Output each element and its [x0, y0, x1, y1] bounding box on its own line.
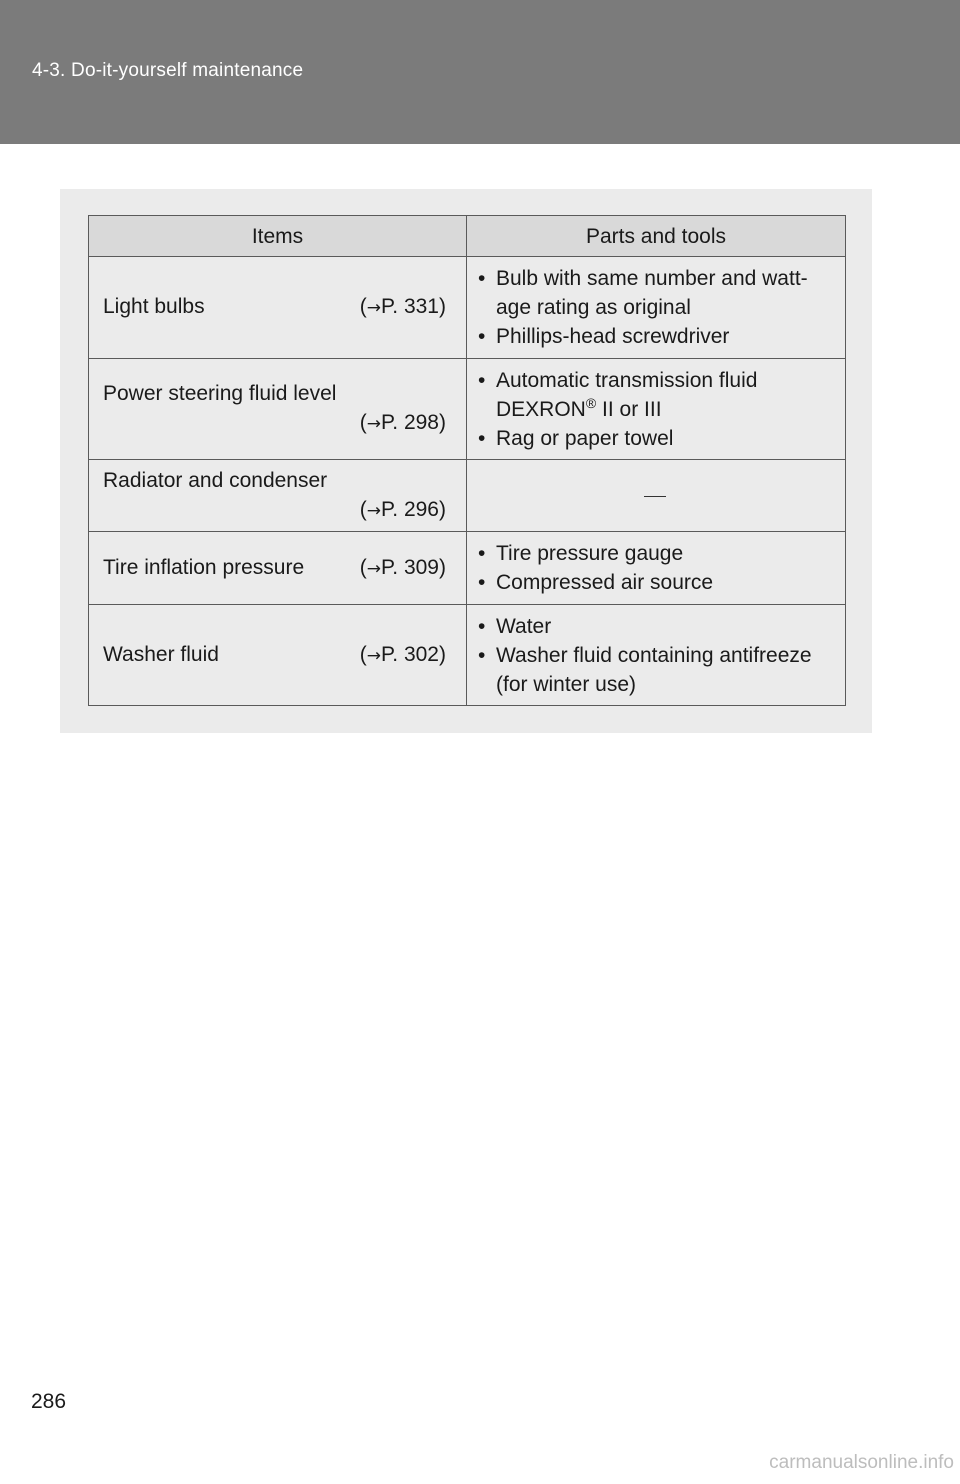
- parts-cell: [467, 605, 846, 706]
- parts-cell: [467, 532, 846, 605]
- parts-cell: [467, 359, 846, 460]
- item-label: Radiator and condenser: [103, 468, 328, 492]
- parts-list: [472, 264, 837, 351]
- parts-cell: [467, 257, 846, 359]
- parts-and-tools-table: [88, 215, 846, 706]
- arrow-right-icon: →: [366, 558, 381, 579]
- parts-cell: [467, 460, 846, 532]
- page-reference: (→P. 302): [359, 642, 446, 666]
- item-label: Tire inflation pressure: [103, 555, 305, 579]
- list-item: • Phillips-head screwdriver: [472, 322, 837, 351]
- list-item: • Rag or paper towel: [472, 424, 837, 453]
- page-reference: (→P. 331): [359, 295, 446, 318]
- item-cell: [89, 257, 467, 359]
- item-cell: [89, 359, 467, 460]
- page-reference: (→P. 298): [359, 411, 446, 434]
- header-items: Items: [89, 216, 467, 257]
- table-row: [89, 359, 846, 460]
- page-reference: (→P. 309): [359, 555, 446, 579]
- table-row: [89, 460, 846, 532]
- arrow-right-icon: →: [366, 500, 381, 521]
- item-label: Light bulbs: [103, 295, 205, 318]
- table-header-row: [89, 216, 846, 257]
- section-title: 4-3. Do-it-yourself maintenance: [32, 60, 304, 81]
- parts-list: [472, 366, 837, 453]
- parts-list: [472, 612, 837, 699]
- list-item: • Automatic transmission fluid DEXRON® II or III: [472, 366, 837, 424]
- header-parts-and-tools: Parts and tools: [467, 216, 846, 257]
- page-reference: (→P. 296): [359, 497, 446, 521]
- registered-mark: ®: [585, 394, 597, 411]
- parts-list: [472, 539, 837, 597]
- dash-icon: [644, 496, 666, 497]
- item-cell: [89, 460, 467, 532]
- watermark-text: carmanualsonline.info: [769, 1452, 954, 1473]
- list-item: • Compressed air source: [472, 568, 837, 597]
- list-item: • Bulb with same number and watt-age rating as original: [472, 264, 837, 322]
- item-label: Washer fluid: [103, 642, 219, 666]
- table-row: [89, 257, 846, 359]
- item-cell: [89, 532, 467, 605]
- list-item: • Washer fluid containing antifreeze (for winter use): [472, 641, 837, 699]
- table-row: [89, 605, 846, 706]
- list-item: • Water: [472, 612, 837, 641]
- item-label: Power steering fluid level: [103, 382, 337, 405]
- list-item: • Tire pressure gauge: [472, 539, 837, 568]
- arrow-right-icon: →: [366, 298, 381, 318]
- page-number: 286: [31, 1390, 67, 1413]
- arrow-right-icon: →: [366, 414, 381, 434]
- item-cell: [89, 605, 467, 706]
- arrow-right-icon: →: [366, 645, 381, 666]
- table-row: [89, 532, 846, 605]
